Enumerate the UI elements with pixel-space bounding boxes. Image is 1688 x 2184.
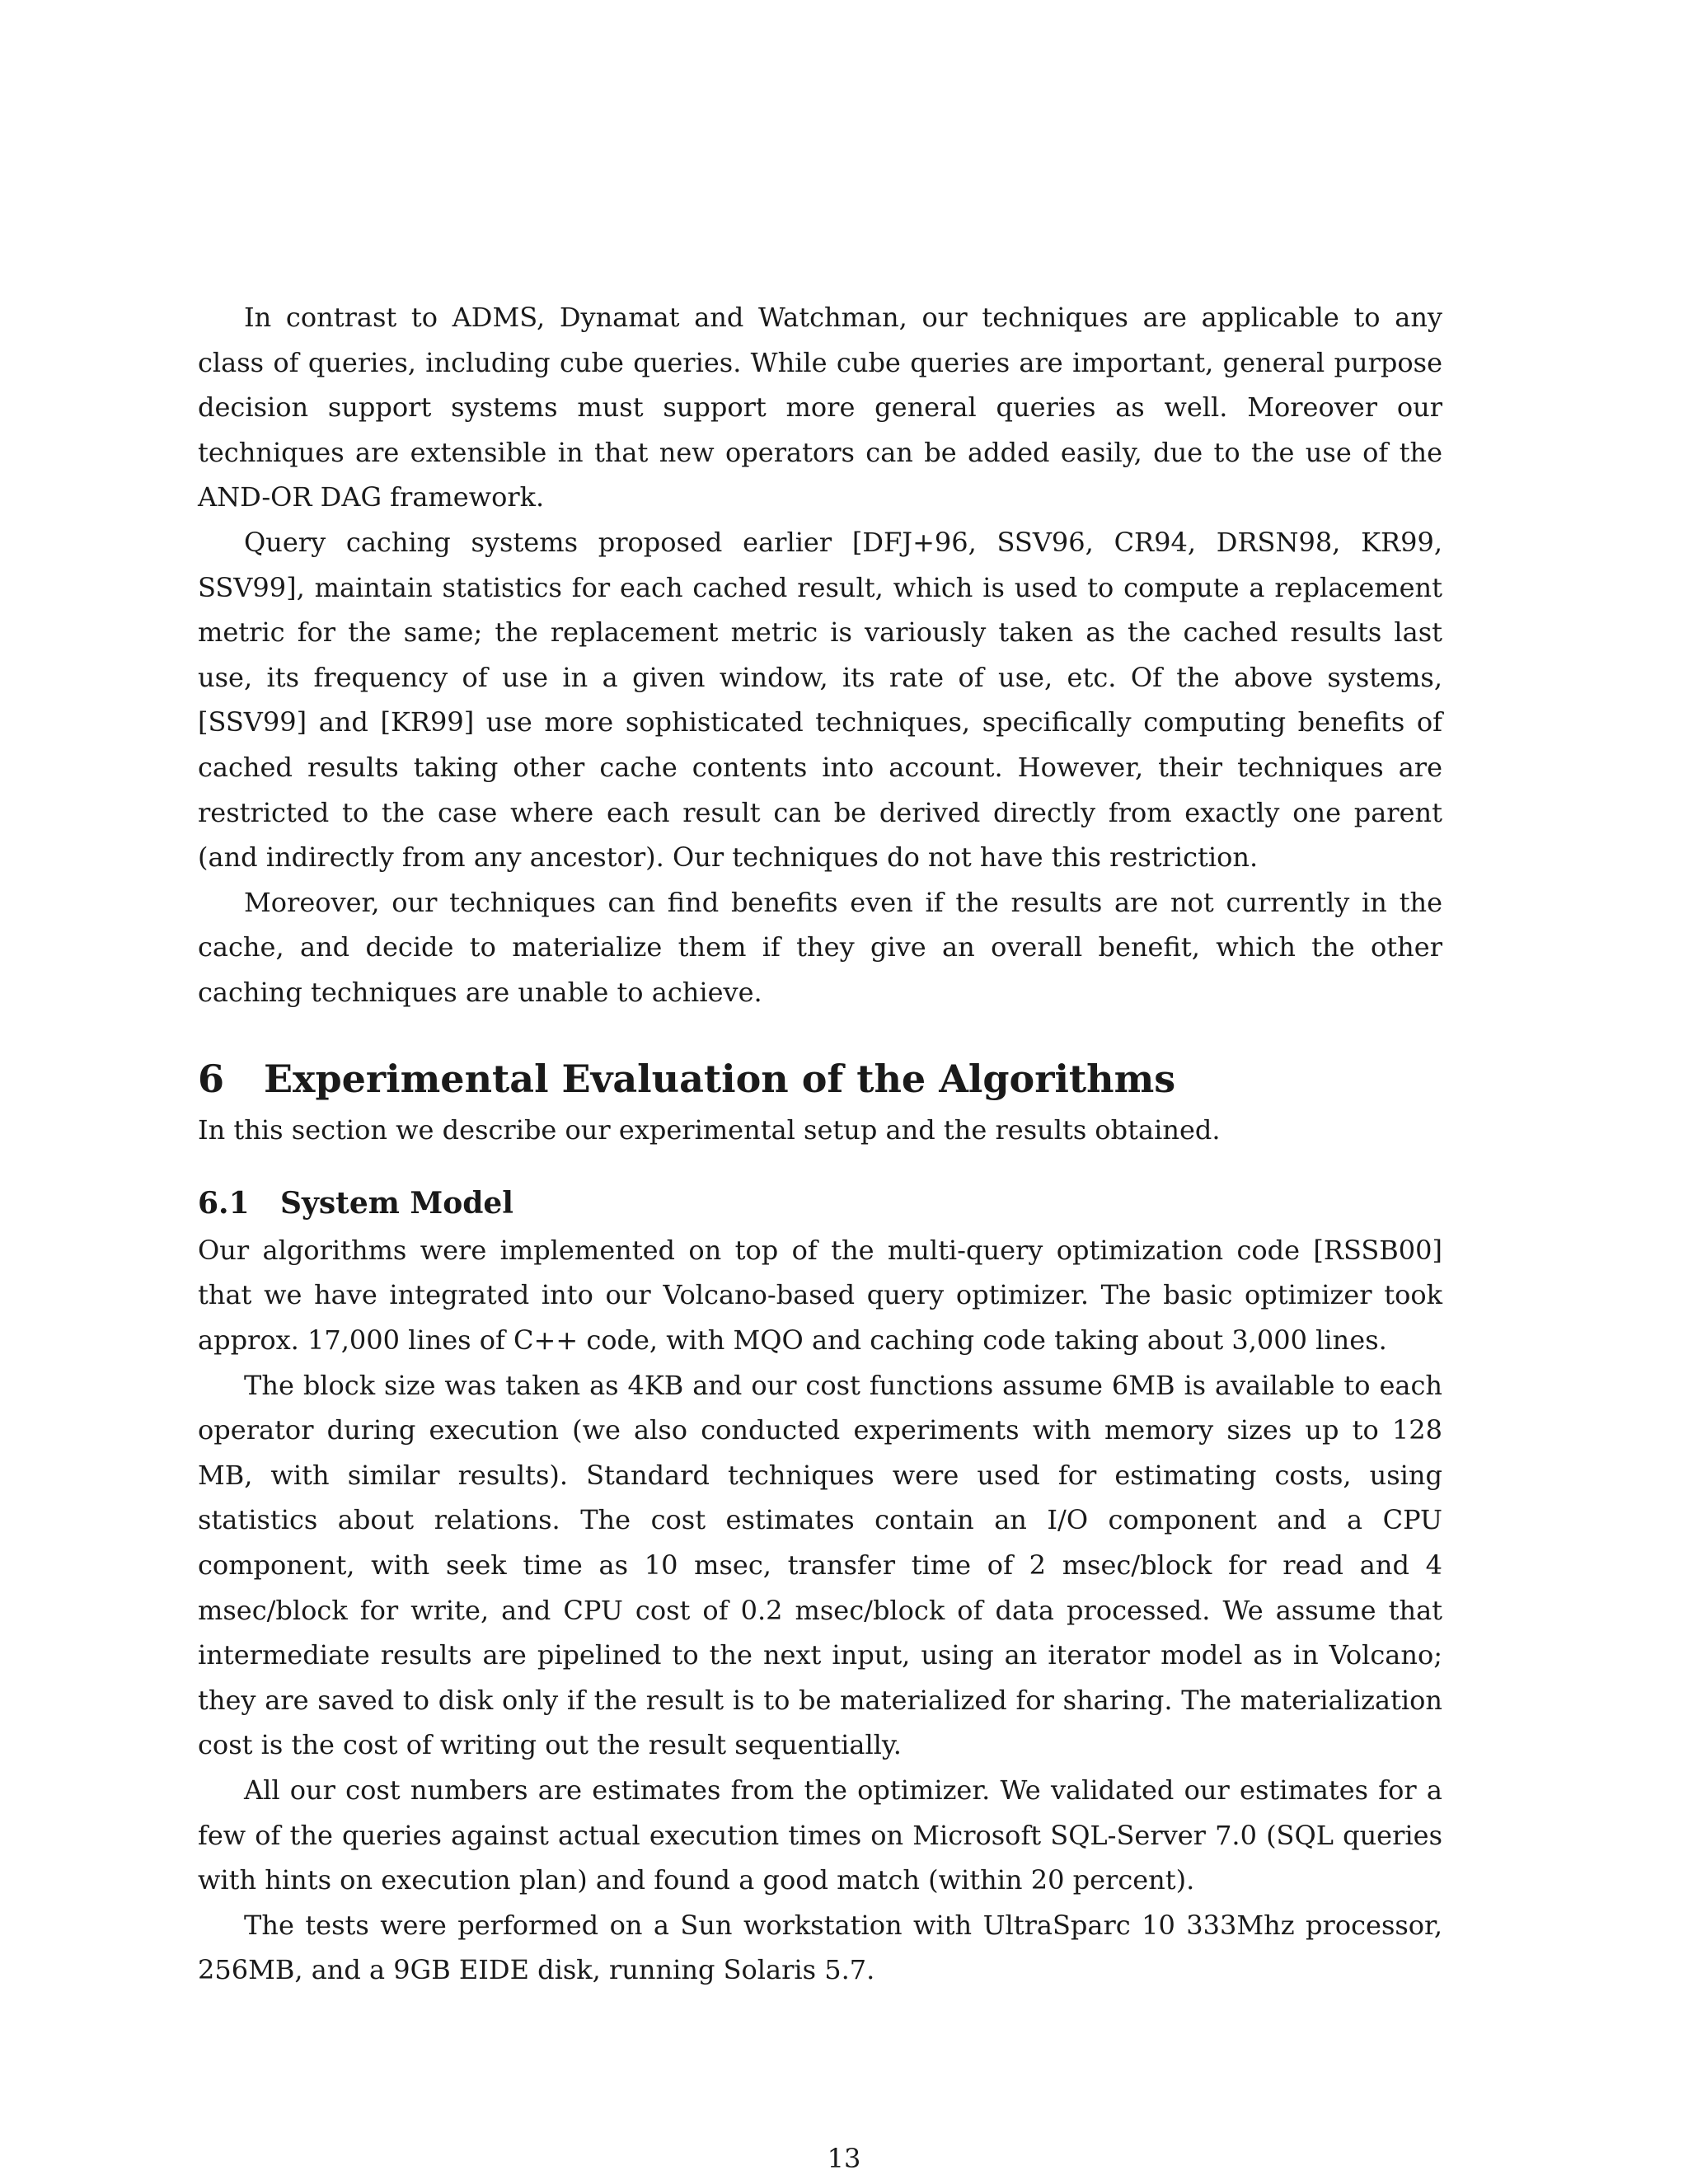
paragraph-cost-model: The block size was taken as 4KB and our cost functions assume 6MB is available to each operator during execution (we also conducted experiments with memory sizes up to 128 MB, with similar results). Standard techniques were used for estimating costs, using statistics about relations. The cost estimates contain an I/O component and a CPU component, with seek time as 10 msec, transfer time of 2 msec/block for read and 4 msec/block for write, and CPU cost of 0.2 msec/block of data processed. We assume that intermediate results are pipelined to the next input, using an iterator model as in Volcano; they are saved to disk only if the result is to be materialized for sharing. The materialization cost is the cost of writing out the result sequentially. (198, 1369, 1442, 1761)
section-intro: In this section we describe our experimental setup and the results obtained. (198, 1114, 1221, 1146)
paragraph-validation: All our cost numbers are estimates from the optimizer. We validated our estimates for a few of the queries against actual execution times on Microsoft SQL-Server 7.0 (SQL queries with hints on execution plan) and found a good match (within 20 percent). (198, 1774, 1442, 1896)
page-body (198, 295, 1442, 1993)
subsection-number: 6.1 (198, 1185, 250, 1221)
paragraph-contrast: In contrast to ADMS, Dynamat and Watchman, our techniques are applicable to any class of queries, including cube queries. While cube queries are important, general purpose decision support systems must support more general queries as well. Moreover our techniques are extensible in that new operators can be added easily, due to the use of the AND-OR DAG framework. (198, 302, 1442, 513)
section-heading (198, 1058, 1442, 1100)
subsection-heading (198, 1186, 1442, 1221)
section-title: Experimental Evaluation of the Algorithms (264, 1056, 1176, 1101)
paragraph-query-caching: Query caching systems proposed earlier [DFJ+96, SSV96, CR94, DRSN98, KR99, SSV99], maintain statistics for each cached result, which is used to compute a replacement metric for the same; the replacement metric is variously taken as the cached results last use, its frequency of use in a given window, its rate of use, etc. Of the above systems, [SSV99] and [KR99] use more sophisticated techniques, specifically computing benefits of cached results taking other cache contents into account. However, their techniques are restricted to the case where each result can be derived directly from exactly one parent (and indirectly from any ancestor). Our techniques do not have this restriction. (198, 526, 1442, 874)
paragraph-test-setup: The tests were performed on a Sun workstation with UltraSparc 10 333Mhz processor, 256MB, and a 9GB EIDE disk, running Solaris 5.7. (198, 1909, 1442, 1986)
subsection-title: System Model (280, 1185, 513, 1221)
section-number: 6 (198, 1056, 225, 1101)
paragraph-implementation: Our algorithms were implemented on top of the multi-query optimization code [RSSB00] that we have integrated into our Volcano-based query optimizer. The basic optimizer took approx. 17,000 lines of C++ code, with MQO and caching code taking about 3,000 lines. (198, 1234, 1442, 1357)
page-number: 13 (827, 2143, 861, 2174)
paragraph-benefits: Moreover, our techniques can find benefits even if the results are not currently in the cache, and decide to materialize them if they give an overall benefit, which the other caching techniques are unable to achieve. (198, 886, 1442, 1008)
